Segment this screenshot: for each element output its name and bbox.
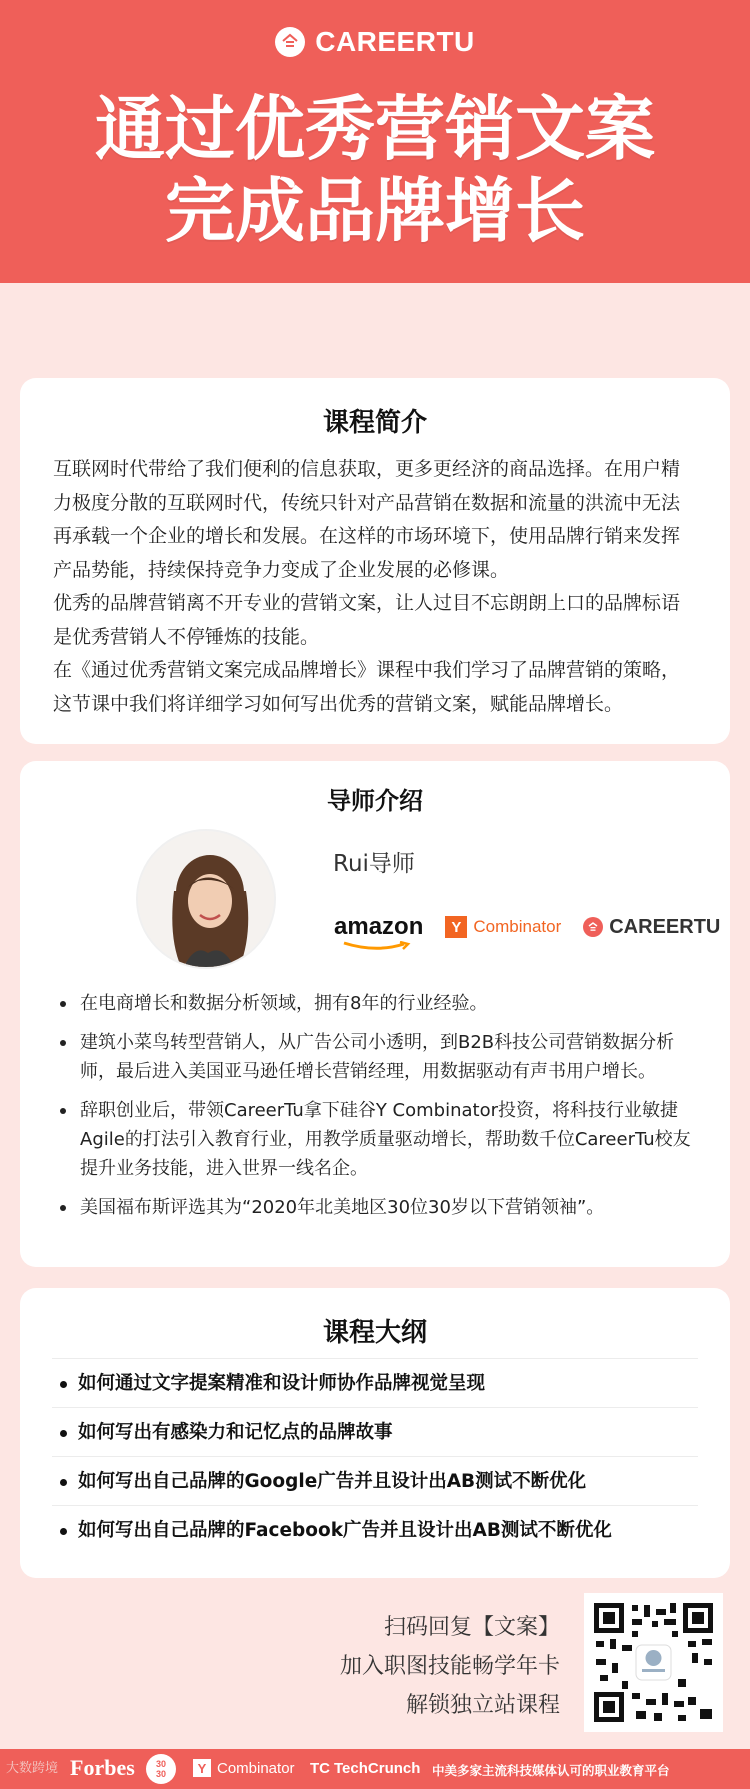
thirty-under-thirty-badge: 30 30 (146, 1754, 176, 1784)
techcrunch-logo: TC TechCrunch (310, 1760, 421, 1777)
course-outline-card (20, 1288, 730, 1578)
mentor-bio-item: 美国福布斯评选其为“2020年北美地区30位30岁以下营销领袖”。 (58, 1193, 708, 1222)
hero-banner (0, 0, 750, 283)
course-intro-body (20, 439, 730, 721)
footer-tagline: 中美多家主流科技媒体认可的职业教育平台 (432, 1764, 670, 1778)
careertu-logo-icon (275, 27, 305, 57)
footer-ycombinator-logo: Y Combinator (193, 1759, 295, 1777)
page-title (0, 88, 750, 252)
outline-item: 如何写出有感染力和记忆点的品牌故事 (52, 1407, 698, 1456)
intro-paragraph: 互联网时代带给了我们便利的信息获取，更多更经济的商品选择。在用户精力极度分散的互联网时代，传统只针对产品营销在数据和流量的洪流中无法再承载一个企业的增长和发展。在这样的市场环境下，使用品牌行销来发挥产品势能，持续保持竞争力变成了企业发展的必修课。 (53, 458, 681, 581)
course-outline-title: 课程大纲 (322, 1318, 427, 1348)
brand-name: CAREERTU (315, 26, 475, 57)
outline-item: 如何通过文字提案精准和设计师协作品牌视觉呈现 (52, 1358, 698, 1407)
course-intro-card (20, 378, 730, 744)
footer-media-bar (0, 1749, 750, 1789)
ycombinator-logo: Y Combinator (445, 916, 561, 938)
forbes-logo: Forbes (70, 1755, 135, 1780)
cta-line-2: 加入职图技能畅学年卡 (339, 1654, 560, 1679)
mentor-title: 导师介绍 (327, 787, 423, 815)
title-line-1: 通过优秀营销文案 (95, 88, 655, 170)
tc-mark-icon: TC (310, 1760, 330, 1777)
careertu-small-logo: CAREERTU (583, 916, 720, 939)
qr-code-icon (592, 1601, 715, 1724)
yc-box-icon: Y (193, 1759, 211, 1777)
mentor-bio-item: 建筑小菜鸟转型营销人，从广告公司小透明，到B2B科技公司营销数据分析师，最后进入美国亚马逊任增长营销经理，用数据驱动有声书用户增长。 (58, 1028, 708, 1086)
mentor-name: Rui导师 (333, 851, 415, 877)
mentor-card (20, 761, 730, 1267)
cta-line-1: 扫码回复【文案】 (383, 1615, 560, 1640)
brand-header (0, 26, 750, 58)
amazon-smile-icon (342, 941, 412, 951)
intro-paragraph: 在《通过优秀营销文案完成品牌增长》课程中我们学习了品牌营销的策略，这节课中我们将详细学习如何写出优秀的营销文案，赋能品牌增长。 (53, 659, 681, 715)
qr-code[interactable] (584, 1593, 723, 1732)
call-to-action (340, 1608, 560, 1725)
yc-box-icon: Y (445, 916, 467, 938)
course-intro-title: 课程简介 (322, 408, 427, 438)
amazon-logo: amazon (334, 913, 423, 941)
outline-item: 如何写出自己品牌的Facebook广告并且设计出AB测试不断优化 (52, 1505, 698, 1554)
mentor-bio-item: 辞职创业后，带领CareerTu拿下硅谷Y Combinator投资，将科技行业敏捷Agile的打法引入教育行业，用教学质量驱动增长，帮助数千位CareerTu校友提升业务技能，进入世界一线名企。 (58, 1096, 708, 1183)
mentor-avatar (136, 829, 276, 969)
mentor-bio-list (58, 989, 708, 1232)
title-line-2: 完成品牌增长 (165, 170, 585, 252)
careertu-dot-icon (583, 917, 603, 937)
watermark: 大数跨境 (6, 1761, 59, 1776)
course-outline-list (52, 1358, 698, 1554)
mentor-affiliation-logos (334, 907, 724, 947)
intro-paragraph: 优秀的品牌营销离不开专业的营销文案，让人过目不忘朗朗上口的品牌标语是优秀营销人不停锤炼的技能。 (53, 592, 681, 648)
cta-line-3: 解锁独立站课程 (405, 1693, 560, 1718)
mentor-bio-item: 在电商增长和数据分析领域，拥有8年的行业经验。 (58, 989, 708, 1018)
outline-item: 如何写出自己品牌的Google广告并且设计出AB测试不断优化 (52, 1456, 698, 1505)
